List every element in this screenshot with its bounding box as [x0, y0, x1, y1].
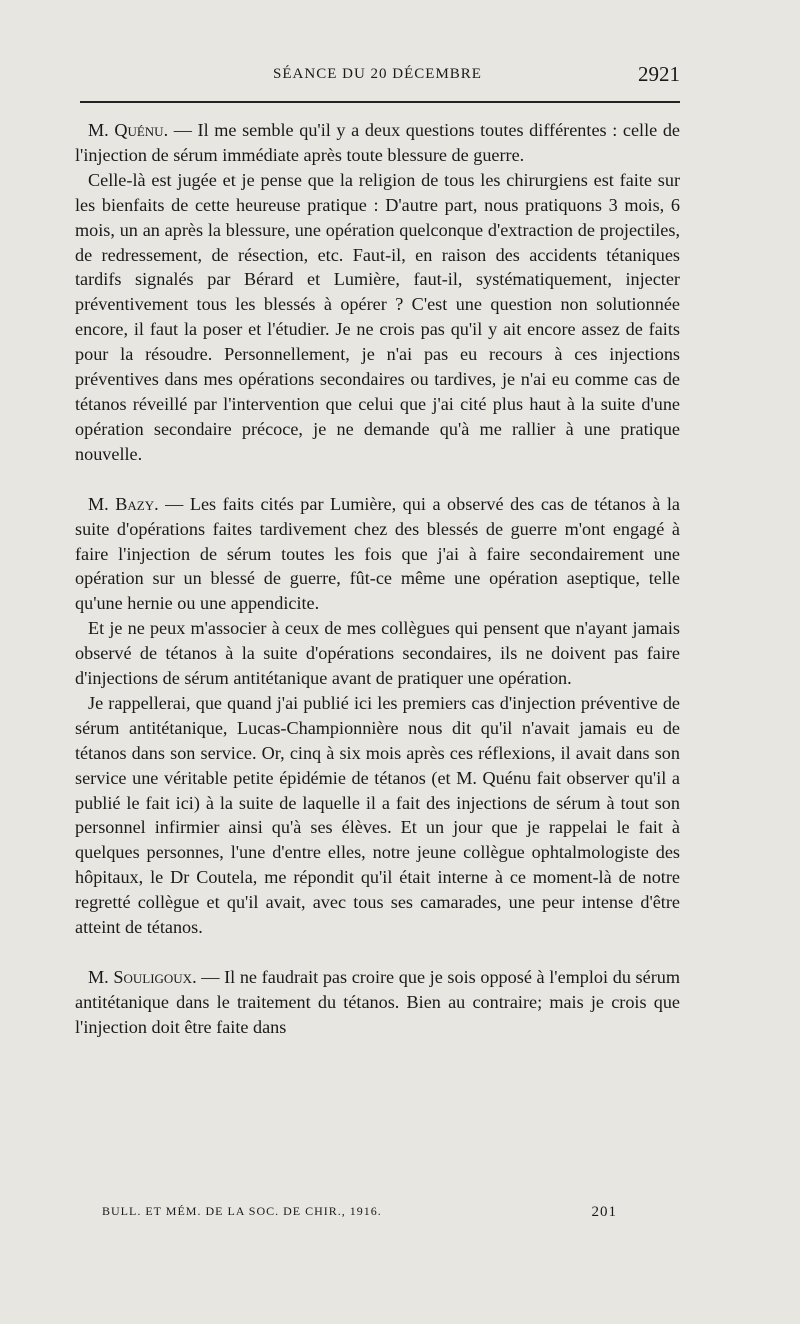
- header-title: SÉANCE DU 20 DÉCEMBRE: [273, 66, 482, 82]
- paragraph: [75, 168, 680, 467]
- paragraph: [75, 492, 680, 617]
- paragraph-text: Celle-là est jugée et je pense que la religion de tous les chirurgiens est faite sur les bienfaits de cette heureuse pratique : D'autre part, nous pratiquons 3 mois, 6 mois, un an après la blessure, une opération quelconque d'extraction de projectiles, de redressement, de résection, etc. Faut-il, en raison des accidents tétaniques tardifs signalés par Bérard et Lumière, faut-il, systématiquement, injecter préventivement tous les blessés à opérer ? C'est une question non solutionnée encore, il faut la poser et l'étudier. Je ne crois pas qu'il y ait encore assez de faits pour la résoudre. Personnellement, je n'ai pas eu recours à ces injections préventives dans mes opérations secondaires ou tardives, je n'ai eu comme cas de tétanos réveillé par l'intervention que celui que j'ai cité plus haut à la suite d'une opération secondaire précoce, je ne demande qu'à me rallier à une pratique nouvelle.: [75, 169, 680, 464]
- paragraph-text: — Les faits cités par Lumière, qui a observé des cas de tétanos à la suite d'opérations faites tardivement chez des blessés de guerre m'ont engagé à faire l'injection de sérum toutes les fois que j'ai à faire secondairement une opération sur un blessé de guerre, fût-ce même une opération aseptique, telle qu'une hernie ou une appendicite.: [75, 493, 681, 614]
- page-footer: [102, 1204, 617, 1224]
- page-number: 2921: [638, 62, 680, 86]
- header-rule: [80, 101, 680, 103]
- speaker-name: M. Souligoux.: [88, 967, 197, 987]
- paragraph-text: — Il ne faudrait pas croire que je sois opposé à l'emploi du sérum antitétanique dans le traitement du tétanos. Bien au contraire; mais je crois que l'injection doit être faite dans: [75, 967, 680, 1037]
- paragraph-text: — Il me semble qu'il y a deux questions toutes différentes : celle de l'injection de sérum immédiate après toute blessure de guerre.: [75, 120, 680, 165]
- journal-citation: BULL. ET MÉM. DE LA SOC. DE CHIR., 1916.: [102, 1204, 382, 1218]
- body-text: [75, 118, 680, 1040]
- signature-number: 201: [591, 1204, 617, 1220]
- paragraph: [75, 616, 680, 691]
- paragraph-text: Et je ne peux m'associer à ceux de mes collègues qui pensent que n'ayant jamais observé de tétanos à la suite d'opérations secondaires, ils ne doivent pas faire d'injections de sérum antitétanique avant de pratiquer une opération.: [75, 618, 680, 689]
- paragraph-text: Je rappellerai, que quand j'ai publié ici les premiers cas d'injection préventive de sérum antitétanique, Lucas-Championnière nous dit qu'il n'avait jamais eu de tétanos dans son service. Or, cinq à six mois après ces réflexions, il avait dans son service une véritable petite épidémie de tétanos (et M. Quénu fait observer qu'il a publié le fait ici) à la suite de laquelle il a fait des injections de sérum à tout son personnel infirmier ainsi qu'à ses élèves. Et un jour que je rappelai le fait à quelques personnes, l'une d'entre elles, notre jeune collègue ophtalmologiste des hôpitaux, le Dr Coutela, me répondit qu'il était interne à ce moment-là de notre regretté collègue et qu'il avait, avec tous ses camarades, une peur intense d'être atteint de tétanos.: [75, 692, 680, 938]
- paragraph: [75, 691, 680, 940]
- running-header: [75, 62, 680, 92]
- speaker-name: M. Quénu.: [88, 120, 169, 140]
- paragraph: [75, 965, 680, 1040]
- speaker-name: M. Bazy.: [88, 493, 159, 514]
- paragraph: [75, 118, 680, 168]
